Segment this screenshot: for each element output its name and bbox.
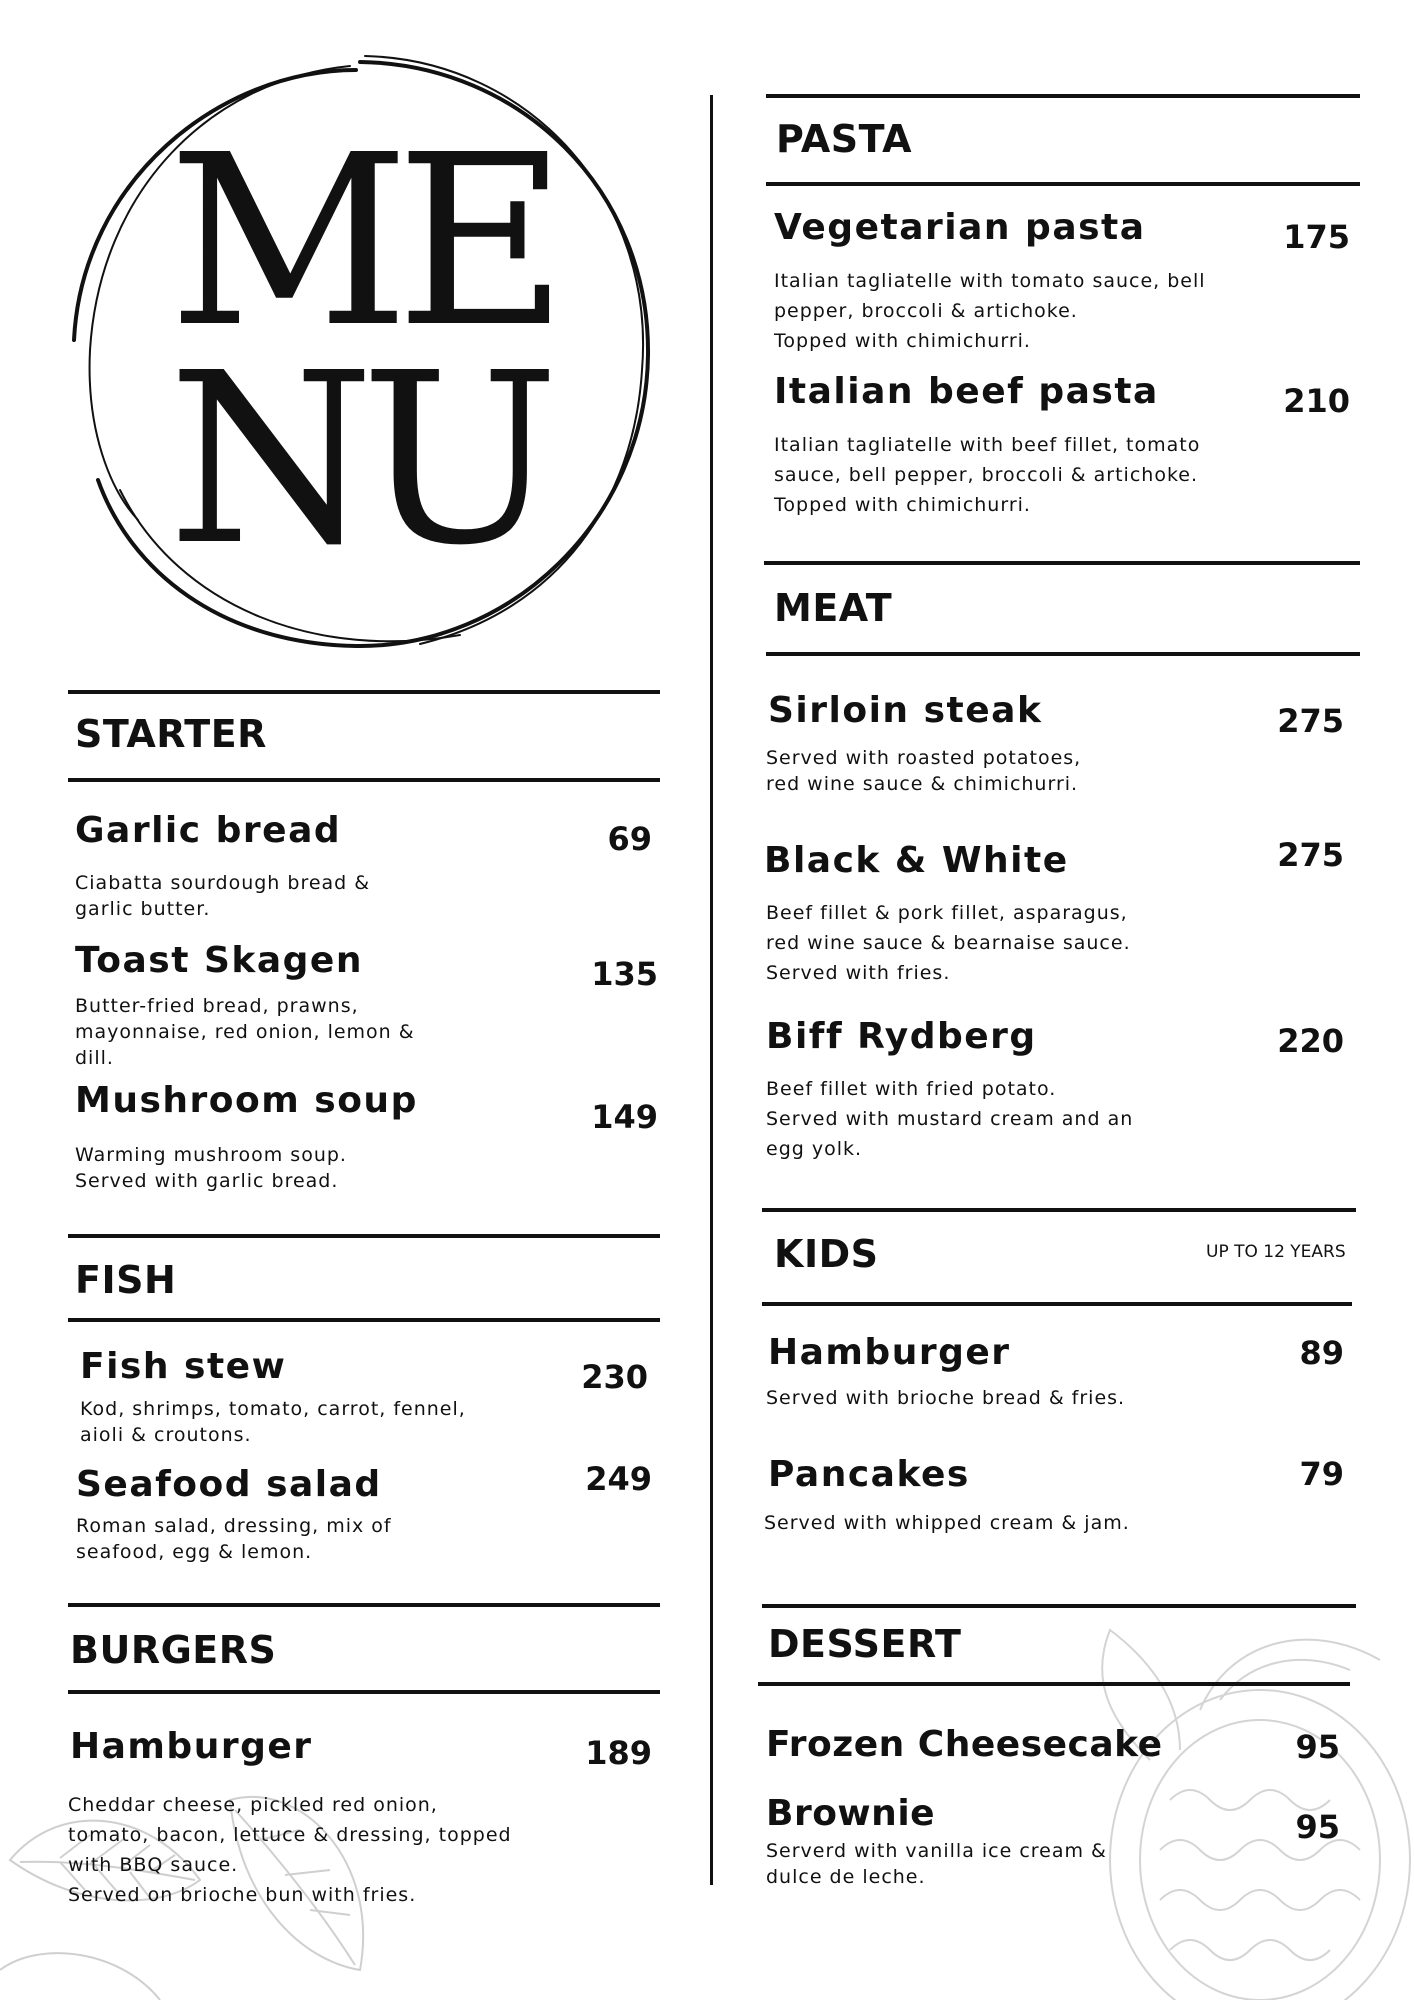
section-title-starter: STARTER: [75, 712, 267, 756]
section-rule: [766, 94, 1360, 98]
item-name: Hamburger: [768, 1332, 1011, 1373]
item-description: Italian tagliatelle with beef fillet, tomato sauce, bell pepper, broccoli & artichoke. Topped with chimichurri.: [774, 434, 1201, 516]
section-rule: [758, 1682, 1350, 1686]
item-name: Italian beef pasta: [774, 371, 1159, 412]
item-description: Butter-fried bread, prawns, mayonnaise, red onion, lemon & dill.: [75, 995, 415, 1069]
item-name: Pancakes: [768, 1454, 970, 1495]
item-description: Cheddar cheese, pickled red onion, tomato, bacon, lettuce & dressing, topped with BBQ sauce. Served on brioche bun with fries.: [68, 1794, 512, 1906]
section-rule: [764, 561, 1360, 565]
section-rule: [68, 1234, 660, 1238]
item-price: 149: [591, 1098, 658, 1136]
item-description: Beef fillet & pork fillet, asparagus, red wine sauce & bearnaise sauce. Served with fries.: [766, 902, 1131, 984]
item-description: Served with whipped cream & jam.: [764, 1512, 1130, 1534]
section-rule: [762, 1302, 1352, 1306]
item-price: 79: [1299, 1455, 1344, 1493]
item-description: Served with roasted potatoes, red wine sauce & chimichurri.: [766, 747, 1082, 795]
section-title-pasta: PASTA: [776, 117, 913, 161]
item-price: 135: [591, 955, 658, 993]
section-rule: [766, 652, 1360, 656]
section-title-dessert: DESSERT: [768, 1622, 962, 1666]
section-rule: [68, 778, 660, 782]
menu-logo-me: ME: [168, 104, 554, 379]
section-title-fish: FISH: [75, 1258, 177, 1302]
section-rule: [68, 1318, 660, 1322]
item-name: Frozen Cheesecake: [766, 1724, 1163, 1765]
section-rule: [68, 1603, 660, 1607]
item-price: 69: [607, 820, 652, 858]
item-name: Brownie: [766, 1793, 936, 1834]
item-name: Mushroom soup: [75, 1080, 418, 1121]
section-title-kids: KIDS: [774, 1232, 879, 1276]
item-price: 89: [1299, 1334, 1344, 1372]
item-price: 275: [1277, 702, 1344, 740]
item-description: Roman salad, dressing, mix of seafood, egg & lemon.: [76, 1515, 392, 1563]
item-price: 210: [1283, 382, 1350, 420]
item-name: Seafood salad: [76, 1464, 382, 1505]
item-price: 249: [585, 1460, 652, 1498]
item-description: Warming mushroom soup. Served with garlic bread.: [75, 1144, 347, 1192]
menu-logo-nu: NU: [168, 322, 546, 597]
section-title-meat: MEAT: [774, 586, 893, 630]
section-rule: [766, 182, 1360, 186]
column-divider: [710, 95, 713, 1885]
item-price: 95: [1295, 1728, 1340, 1766]
item-price: 275: [1277, 836, 1344, 874]
item-price: 175: [1283, 218, 1350, 256]
item-name: Black & White: [764, 840, 1069, 881]
item-price: 95: [1295, 1808, 1340, 1846]
item-description: Kod, shrimps, tomato, carrot, fennel, aioli & croutons.: [80, 1398, 466, 1446]
item-name: Hamburger: [70, 1726, 313, 1767]
section-title-burgers: BURGERS: [70, 1628, 277, 1672]
item-price: 230: [581, 1358, 648, 1396]
item-price: 220: [1277, 1022, 1344, 1060]
fruit-illustration: [1050, 1600, 1414, 2000]
item-description: Serverd with vanilla ice cream & dulce de leche.: [766, 1840, 1107, 1888]
item-description: Italian tagliatelle with tomato sauce, bell pepper, broccoli & artichoke. Topped with chimichurri.: [774, 270, 1206, 352]
age-note: UP TO 12 YEARS: [1206, 1242, 1346, 1262]
section-rule: [68, 1690, 660, 1694]
item-name: Vegetarian pasta: [774, 207, 1146, 248]
section-rule: [762, 1208, 1356, 1212]
item-price: 189: [585, 1734, 652, 1772]
item-description: Served with brioche bread & fries.: [766, 1387, 1126, 1409]
item-name: Garlic bread: [75, 810, 342, 851]
section-rule: [762, 1604, 1356, 1608]
item-description: Ciabatta sourdough bread & garlic butter.: [75, 872, 371, 920]
item-name: Toast Skagen: [75, 940, 363, 981]
item-name: Sirloin steak: [768, 690, 1043, 731]
item-name: Biff Rydberg: [766, 1016, 1037, 1057]
section-rule: [68, 690, 660, 694]
item-description: Beef fillet with fried potato. Served with mustard cream and an egg yolk.: [766, 1078, 1134, 1160]
item-name: Fish stew: [80, 1346, 287, 1387]
